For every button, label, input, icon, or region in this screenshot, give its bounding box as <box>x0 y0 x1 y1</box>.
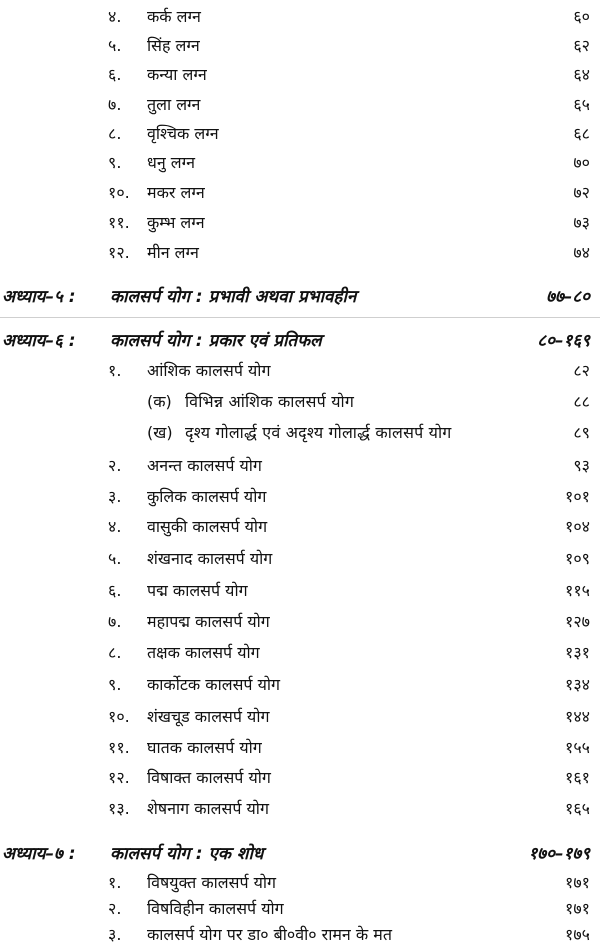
toc-entry-ch7-1 <box>0 870 600 896</box>
chapter-label: अध्याय–६ : <box>2 331 76 351</box>
entry-title: कन्या लग्न <box>147 65 207 84</box>
entry-number: ६. <box>108 65 122 84</box>
entry-number: ८. <box>108 643 122 662</box>
entry-number: १२. <box>108 768 130 787</box>
chapter-5-heading <box>0 284 600 310</box>
entry-page: ७० <box>573 153 590 172</box>
entry-title: शंखचूड कालसर्प योग <box>147 707 270 726</box>
entry-page: ६२ <box>573 36 590 55</box>
entry-number: १०. <box>108 183 130 202</box>
entry-title: सिंह लग्न <box>147 36 200 55</box>
entry-title: धनु लग्न <box>147 153 196 172</box>
entry-page: ११५ <box>565 581 590 600</box>
toc-entry-ch6-5 <box>0 546 600 572</box>
entry-page: ६० <box>573 7 590 26</box>
toc-subentry-ch6-1b <box>0 420 600 446</box>
entry-page: १०४ <box>565 517 590 536</box>
entry-page: १३४ <box>565 675 590 694</box>
entry-page: १७५ <box>565 925 590 944</box>
entry-page: ८९ <box>573 423 590 442</box>
chapter-title: कालसर्प योग : प्रभावी अथवा प्रभावहीन <box>110 287 357 307</box>
entry-title: महापद्म कालसर्प योग <box>147 612 270 631</box>
entry-page: ६५ <box>573 95 590 114</box>
entry-number: २. <box>108 899 122 918</box>
entry-title: घातक कालसर्प योग <box>147 738 262 757</box>
entry-number: ७. <box>108 95 122 114</box>
entry-title: कर्क लग्न <box>147 7 201 26</box>
entry-number: २. <box>108 456 122 475</box>
toc-entry-ch6-13 <box>0 796 600 822</box>
entry-page: ७४ <box>573 243 590 262</box>
entry-title: दृश्य गोलार्द्ध एवं अदृश्य गोलार्द्ध कालसर्प योग <box>185 423 452 442</box>
entry-number: ११. <box>108 738 130 757</box>
entry-title: पद्म कालसर्प योग <box>147 581 248 600</box>
entry-title: विषविहीन कालसर्प योग <box>147 899 284 918</box>
entry-title: विषाक्त कालसर्प योग <box>147 768 271 787</box>
chapter-6-heading <box>0 328 600 354</box>
chapter-pages: १७०–१७९ <box>528 844 590 864</box>
toc-entry-lagna-8 <box>0 121 600 147</box>
entry-number: ४. <box>108 517 122 536</box>
entry-number: १२. <box>108 243 130 262</box>
toc-subentry-ch6-1a <box>0 389 600 415</box>
entry-number: १०. <box>108 707 130 726</box>
chapter-pages: ८०–१६९ <box>537 331 590 351</box>
toc-entry-ch6-10 <box>0 704 600 730</box>
chapter-title: कालसर्प योग : एक शोध <box>110 844 264 864</box>
entry-page: १३१ <box>565 643 590 662</box>
toc-entry-ch6-7 <box>0 609 600 635</box>
entry-title: कार्कोटक कालसर्प योग <box>147 675 281 694</box>
entry-page: १६५ <box>565 799 590 818</box>
chapter-label: अध्याय–७ : <box>2 844 76 864</box>
entry-page: ७३ <box>573 213 590 232</box>
chapter-7-heading <box>0 841 600 867</box>
toc-entry-ch7-2 <box>0 896 600 922</box>
entry-title: विषयुक्त कालसर्प योग <box>147 873 277 892</box>
toc-entry-ch6-8 <box>0 640 600 666</box>
entry-page: १६१ <box>565 768 590 787</box>
entry-title: अनन्त कालसर्प योग <box>147 456 262 475</box>
toc-entry-ch7-3 <box>0 922 600 948</box>
entry-title: वासुकी कालसर्प योग <box>147 517 268 536</box>
entry-number: १३. <box>108 799 130 818</box>
entry-title: शंखनाद कालसर्प योग <box>147 549 273 568</box>
toc-entry-lagna-4 <box>0 4 600 30</box>
divider <box>0 317 600 318</box>
entry-title: कुलिक कालसर्प योग <box>147 487 267 506</box>
entry-number: ९. <box>108 153 122 172</box>
entry-page: १७१ <box>565 873 590 892</box>
toc-entry-ch6-6 <box>0 578 600 604</box>
entry-page: ९३ <box>573 456 590 475</box>
entry-number: ९. <box>108 675 122 694</box>
entry-number: ५. <box>108 36 122 55</box>
entry-title: आंशिक कालसर्प योग <box>147 361 271 380</box>
entry-title: तुला लग्न <box>147 95 201 114</box>
entry-title: तक्षक कालसर्प योग <box>147 643 260 662</box>
entry-page: ६४ <box>573 65 590 84</box>
toc-entry-ch6-12 <box>0 765 600 791</box>
toc-entry-lagna-12 <box>0 240 600 266</box>
entry-page: ७२ <box>573 183 590 202</box>
toc-entry-lagna-7 <box>0 92 600 118</box>
toc-entry-lagna-10 <box>0 180 600 206</box>
entry-title: कालसर्प योग पर डा० बी०वी० रामन के मत <box>147 925 392 944</box>
entry-number: १. <box>108 361 122 380</box>
entry-number: ११. <box>108 213 130 232</box>
toc-entry-lagna-6 <box>0 62 600 88</box>
toc-entry-lagna-9 <box>0 150 600 176</box>
toc-entry-ch6-11 <box>0 735 600 761</box>
entry-title: शेषनाग कालसर्प योग <box>147 799 269 818</box>
entry-title: वृश्चिक लग्न <box>147 124 219 143</box>
entry-subnumber: (ख) <box>147 423 173 442</box>
entry-subnumber: (क) <box>147 392 172 411</box>
entry-page: १२७ <box>565 612 590 631</box>
entry-page: ८२ <box>573 361 590 380</box>
entry-number: ३. <box>108 925 122 944</box>
toc-entry-ch6-4 <box>0 514 600 540</box>
entry-number: ३. <box>108 487 122 506</box>
entry-title: कुम्भ लग्न <box>147 213 205 232</box>
chapter-title: कालसर्प योग : प्रकार एवं प्रतिफल <box>110 331 322 351</box>
entry-page: ८८ <box>573 392 590 411</box>
chapter-pages: ७७–८० <box>546 287 590 307</box>
toc-entry-ch6-9 <box>0 672 600 698</box>
chapter-label: अध्याय–५ : <box>2 287 76 307</box>
entry-number: ६. <box>108 581 122 600</box>
entry-title: विभिन्न आंशिक कालसर्प योग <box>185 392 355 411</box>
entry-number: ५. <box>108 549 122 568</box>
entry-page: १०१ <box>565 487 590 506</box>
entry-page: ६८ <box>573 124 590 143</box>
entry-number: ७. <box>108 612 122 631</box>
toc-entry-lagna-11 <box>0 210 600 236</box>
entry-title: मकर लग्न <box>147 183 205 202</box>
entry-number: ४. <box>108 7 122 26</box>
toc-entry-lagna-5 <box>0 33 600 59</box>
toc-entry-ch6-2 <box>0 453 600 479</box>
entry-page: १७१ <box>565 899 590 918</box>
entry-number: १. <box>108 873 122 892</box>
entry-number: ८. <box>108 124 122 143</box>
entry-page: १०९ <box>565 549 590 568</box>
toc-entry-ch6-1 <box>0 358 600 384</box>
entry-page: १४४ <box>565 707 590 726</box>
entry-title: मीन लग्न <box>147 243 199 262</box>
toc-entry-ch6-3 <box>0 484 600 510</box>
entry-page: १५५ <box>565 738 590 757</box>
